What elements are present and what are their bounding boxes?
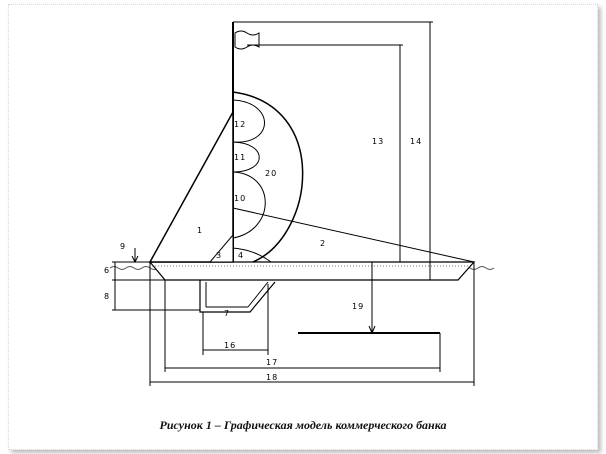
hull <box>150 262 474 280</box>
label-10: 10 <box>234 194 247 203</box>
label-20: 20 <box>265 169 278 178</box>
dimension-14 <box>233 22 440 280</box>
jib-sail <box>150 112 233 262</box>
bubble-10 <box>233 172 265 238</box>
label-11: 11 <box>234 153 247 162</box>
label-8: 8 <box>104 292 111 301</box>
label-19: 19 <box>352 302 365 311</box>
label-17: 17 <box>266 358 279 367</box>
label-16: 16 <box>224 341 237 350</box>
label-6: 6 <box>104 266 111 275</box>
label-3: 3 <box>216 251 223 260</box>
main-triangle <box>233 208 474 262</box>
label-2: 2 <box>320 239 327 248</box>
label-13: 13 <box>372 137 385 146</box>
dimension-8 <box>112 280 200 310</box>
flag-icon <box>235 31 259 49</box>
label-7: 7 <box>224 309 231 318</box>
dimension-13 <box>247 45 404 262</box>
label-1: 1 <box>197 226 204 235</box>
label-14: 14 <box>410 137 423 146</box>
figure-caption: Рисунок 1 – Графическая модель коммерческого банка <box>159 418 447 432</box>
label-4: 4 <box>238 251 245 260</box>
label-12: 12 <box>234 120 247 129</box>
label-18: 18 <box>266 373 279 382</box>
dimension-9 <box>132 248 138 262</box>
label-9: 9 <box>120 242 127 251</box>
